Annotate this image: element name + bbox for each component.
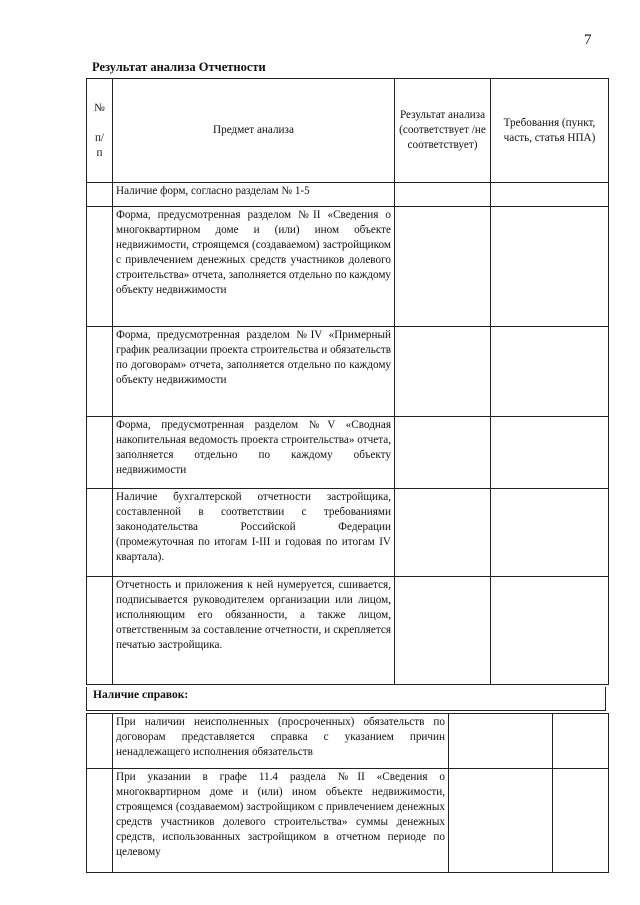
row-num-cell xyxy=(87,577,113,685)
row-num-cell xyxy=(87,207,113,327)
subject-cell: Форма, предусмотренная разделом №II «Сведения о многоквартирном доме и (или) ином объекте недвижимости, строящемся (создаваемом) застройщиком с привлечением денежных средств участников долевого строительства» отчета, заполняется отдельно по каждому объекту недвижимости xyxy=(113,207,395,327)
table-row xyxy=(87,207,609,327)
row-num-cell xyxy=(87,417,113,489)
subject-cell: Наличие форм, согласно разделам № 1-5 xyxy=(113,183,395,207)
result-cell xyxy=(395,327,491,417)
subject-cell: При указании в графе 11.4 раздела №II «Сведения о многоквартирном доме и (или) ином объекте недвижимости, строящемся (создаваемом) застройщиком с привлечением денежных средств участников долевого строительства» суммы денежных средств, использованных застройщиком в отчетном периоде по целевому xyxy=(113,769,449,873)
requirements-cell xyxy=(491,577,609,685)
document-title: Результат анализа Отчетности xyxy=(92,60,266,74)
table-row xyxy=(87,714,609,769)
page-number: 7 xyxy=(584,32,592,48)
header-num: № п/ п xyxy=(87,79,113,183)
subject-cell: Форма, предусмотренная разделом №IV «Примерный график реализации проекта строительства и обязательств по договорам» отчета, заполняется отдельно по каждому объекту недвижимости xyxy=(113,327,395,417)
result-cell xyxy=(395,489,491,577)
table-row xyxy=(87,327,609,417)
table-row xyxy=(87,577,609,685)
result-cell xyxy=(449,714,553,769)
section-heading-certificates: Наличие справок: xyxy=(86,687,606,711)
result-cell xyxy=(395,183,491,207)
table-row xyxy=(87,417,609,489)
result-cell xyxy=(395,207,491,327)
requirements-cell xyxy=(553,714,609,769)
requirements-cell xyxy=(553,769,609,873)
header-result: Результат анализа (соответствует /не соответствует) xyxy=(395,79,491,183)
row-num-cell xyxy=(87,769,113,873)
header-requirements: Требования (пункт, часть, статья НПА) xyxy=(491,79,609,183)
requirements-cell xyxy=(491,417,609,489)
row-num-cell xyxy=(87,327,113,417)
table-row xyxy=(87,769,609,873)
requirements-cell xyxy=(491,207,609,327)
requirements-cell xyxy=(491,183,609,207)
result-cell xyxy=(395,577,491,685)
table-row xyxy=(87,183,609,207)
row-num-cell xyxy=(87,183,113,207)
requirements-cell xyxy=(491,327,609,417)
table-header-row xyxy=(87,79,609,183)
analysis-table xyxy=(86,78,609,685)
row-num-cell xyxy=(87,714,113,769)
certificates-table xyxy=(86,713,609,873)
subject-cell: Форма, предусмотренная разделом №V «Сводная накопительная ведомость проекта строительства» отчета, заполняется отдельно по каждому объекту недвижимости xyxy=(113,417,395,489)
table-row xyxy=(87,489,609,577)
subject-cell: Отчетность и приложения к ней нумеруется, сшивается, подписывается руководителем организации или лицом, исполняющим его обязанности, а также лицом, ответственным за составление отчетности, и скрепляется печатью застройщика. xyxy=(113,577,395,685)
row-num-cell xyxy=(87,489,113,577)
subject-cell: Наличие бухгалтерской отчетности застройщика, составленной в соответствии с требованиями законодательства Российской Федерации (промежуточная по итогам I-III и годовая по итогам IV квартала). xyxy=(113,489,395,577)
result-cell xyxy=(395,417,491,489)
requirements-cell xyxy=(491,489,609,577)
result-cell xyxy=(449,769,553,873)
header-subject: Предмет анализа xyxy=(113,79,395,183)
subject-cell: При наличии неисполненных (просроченных) обязательств по договорам представляется справка с указанием причин ненадлежащего исполнения обязательств xyxy=(113,714,449,769)
